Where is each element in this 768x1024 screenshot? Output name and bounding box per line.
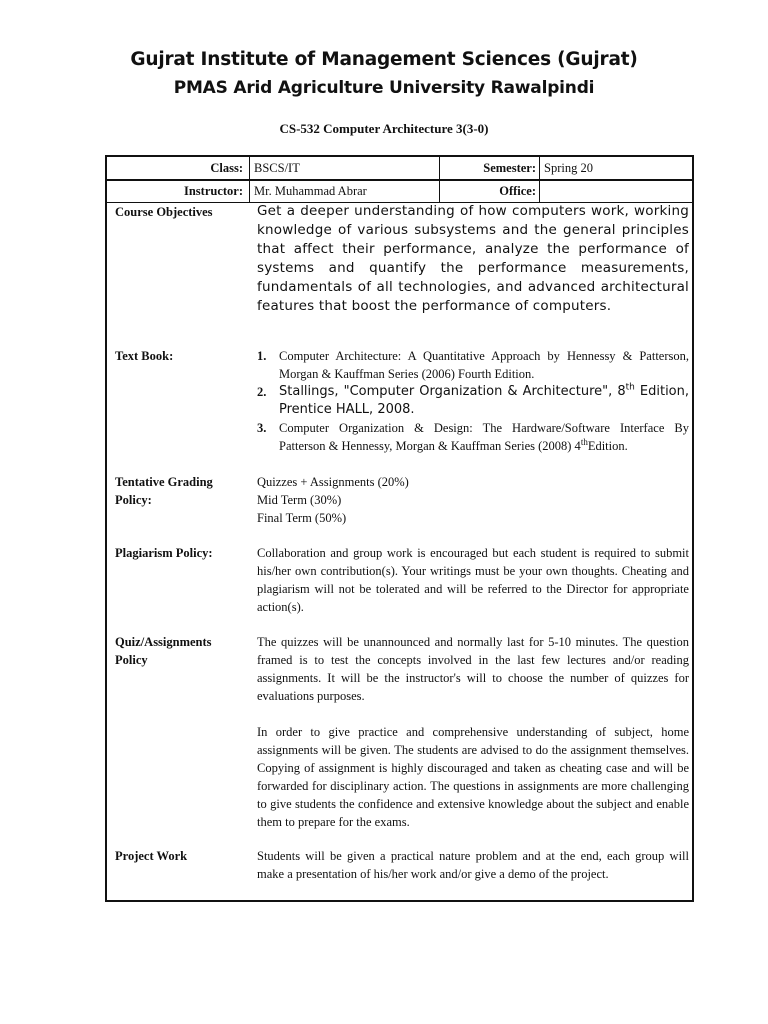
grading-item: Final Term (50%) <box>257 511 347 525</box>
quiz-text: The quizzes will be unannounced and normally last for 5-10 minutes. The question framed is to test the concepts involved in the last few lectures and/or reading assignments. It will be the instructor's will to choose the number of quizzes for evaluations purposes. <box>257 635 689 703</box>
book-number: 3. <box>257 421 267 435</box>
grading-item: Quizzes + Assignments (20%) <box>257 475 409 489</box>
book-text-a: Computer Organization & Design: The Hardware/Software Interface By Patterson & Hennessy, Morgan & Kauffman Series (2008) 4 <box>279 421 689 453</box>
info-row-class <box>107 157 692 181</box>
grading-label: Tentative Grading Policy: <box>115 475 213 507</box>
objectives-text: Get a deeper understanding of how computers work, working knowledge of various subsystems and the general principles that affect their performance, analyze the performance of systems and quantify the performance measurements, fundamentals of all technologies, and advanced architectural features that boost the performance of computers. <box>257 203 689 314</box>
book-number: 2. <box>257 385 267 399</box>
class-value: BSCS/IT <box>249 157 444 179</box>
book-text: Computer Architecture: A Quantitative Approach by Hennessy & Patterson, Morgan & Kauffman Series (2006) Fourth Edition. <box>279 349 689 381</box>
book-sup: th <box>625 382 635 393</box>
office-value <box>539 180 692 202</box>
institute-title: Gujrat Institute of Management Sciences (Gujrat) <box>130 49 638 70</box>
grading-item: Mid Term (30%) <box>257 493 342 507</box>
objectives-label: Course Objectives <box>115 205 213 219</box>
assignment-text: In order to give practice and comprehensive understanding of subject, home assignments will be given. The students are advised to do the assignment themselves. Copying of assignment is highly discouraged and taken as cheating case and will be forwarded for disciplinary action. The questions in assignments are more challenging to give students the confidence and extensive knowledge about the subject and enable them to prepare for the exams. <box>257 725 689 829</box>
grading-list <box>257 473 689 527</box>
book-text-a: Stallings, "Computer Organization & Architecture", 8 <box>279 384 626 399</box>
class-label: Class: <box>210 161 243 175</box>
plagiarism-label: Plagiarism Policy: <box>115 546 213 560</box>
course-outline-table <box>105 155 694 902</box>
book-item <box>257 419 689 455</box>
info-row-instructor <box>107 180 692 203</box>
plagiarism-text: Collaboration and group work is encouraged but each student is required to submit his/her own contribution(s). Your writings must be your own thoughts. Cheating and plagiarism will not be tolerated and will be referred to the Director for appropriate action(s). <box>257 546 689 614</box>
book-text-b: Edition, Prentice HALL, 2008. <box>279 384 690 417</box>
course-title: CS-532 Computer Architecture 3(3-0) <box>279 121 489 136</box>
book-text-b: Edition. <box>587 439 628 453</box>
instructor-value: Mr. Muhammad Abrar <box>249 180 444 202</box>
university-title: PMAS Arid Agriculture University Rawalpindi <box>173 78 595 98</box>
semester-value: Spring 20 <box>539 157 692 179</box>
quiz-label: Quiz/Assignments Policy <box>115 635 212 667</box>
book-item <box>257 383 689 419</box>
book-item <box>257 347 689 383</box>
textbook-label: Text Book: <box>115 349 174 363</box>
book-number: 1. <box>257 349 267 363</box>
semester-label: Semester: <box>439 157 540 179</box>
textbook-list <box>257 347 689 455</box>
project-text: Students will be given a practical nature problem and at the end, each group will make a presentation of his/her work and/or give a demo of the project. <box>257 849 689 881</box>
office-label: Office: <box>439 180 540 202</box>
project-label: Project Work <box>115 849 188 863</box>
book-sup: th <box>580 436 588 447</box>
instructor-label: Instructor: <box>183 184 243 198</box>
